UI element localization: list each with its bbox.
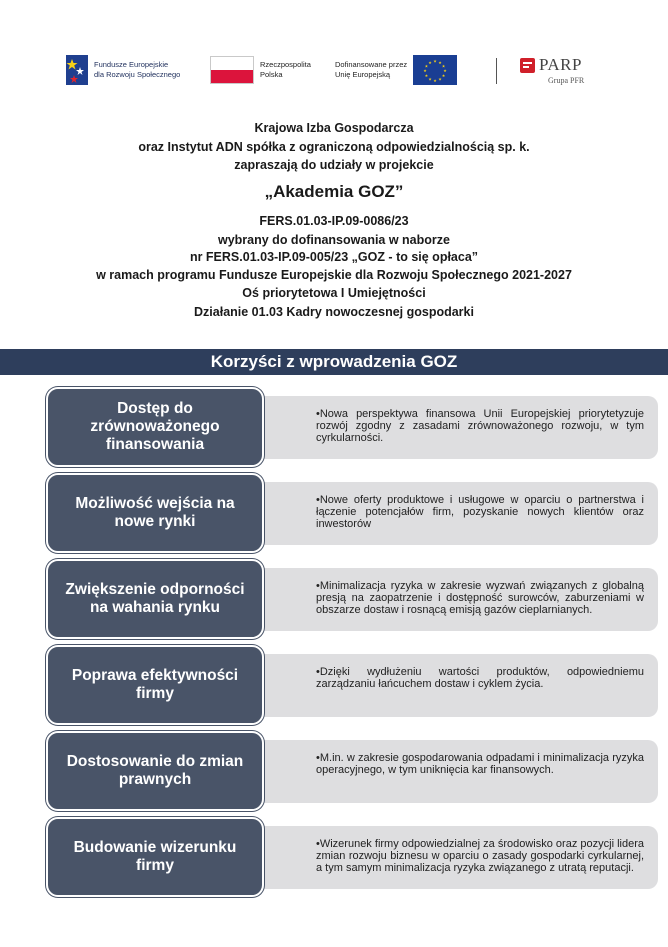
benefit-title: Zwiększenie odporności na wahania rynku <box>46 559 264 639</box>
svg-text:★: ★ <box>428 59 432 65</box>
svg-text:★: ★ <box>441 73 446 78</box>
logo-bar <box>0 50 668 90</box>
svg-text:★: ★ <box>438 76 442 82</box>
header-line-5: FERS.01.03-IP.09-0086/23 <box>259 214 409 228</box>
svg-text:★: ★ <box>424 73 429 78</box>
eu-flag-icon <box>413 55 457 85</box>
rp-line1: Rzeczpospolita <box>260 60 311 69</box>
svg-text:★: ★ <box>424 63 429 69</box>
header-line-2: oraz Instytut ADN spółka z ograniczoną odpowiedzialnością sp. k. <box>138 140 530 154</box>
header-line-7: nr FERS.01.03-IP.09-005/23 „GOZ - to się opłaca” <box>189 250 479 264</box>
benefit-title: Poprawa efektywności firmy <box>46 645 264 725</box>
parp-mark-icon <box>520 58 535 73</box>
svg-text:★: ★ <box>433 58 437 64</box>
benefit-title: Dostosowanie do zmian prawnych <box>46 731 264 811</box>
benefit-row <box>46 817 658 897</box>
benefit-title: Budowanie wizerunku firmy <box>46 817 264 897</box>
section-title: Korzyści z wprowadzenia GOZ <box>0 349 668 375</box>
fe-line2: dla Rozwoju Społecznego <box>94 70 181 79</box>
benefit-description: •M.in. w zakresie gospodarowania odpadami i minimalizacja ryzyka operacyjnego, w tym uniknięcia kar finansowych. <box>246 740 658 803</box>
logo-divider <box>496 58 497 84</box>
svg-text:★: ★ <box>441 63 446 69</box>
fe-star-icon <box>66 53 88 87</box>
header-line-9: Oś priorytetowa I Umiejętności <box>242 286 426 300</box>
benefit-row <box>46 731 658 811</box>
benefit-description: •Dzięki wydłużeniu wartości produktów, odpowiedniemu zarządzaniu łańcuchem dostaw i cyklem życia. <box>246 654 658 717</box>
benefit-title: Dostęp do zrównoważonego finansowania <box>46 387 264 467</box>
eu-line2: Unię Europejską <box>335 70 391 79</box>
fe-line1: Fundusze Europejskie <box>94 60 169 69</box>
benefit-row <box>46 473 658 553</box>
benefit-title: Możliwość wejścia na nowe rynki <box>46 473 264 553</box>
header-line-10: Działanie 01.03 Kadry nowoczesnej gospodarki <box>194 305 474 319</box>
benefit-description: •Nowe oferty produktowe i usługowe w oparciu o partnerstwa i łączenie potencjałów firm, pozyskanie nowych klientów oraz inwestorów <box>246 482 658 545</box>
benefit-description: •Wizerunek firmy odpowiedzialnej za środowisko oraz pozycji lidera zmian rozwoju biznesu w oparciu o zasady gospodarki cyrkularnej, a tym samym minimalizacja ryzyka związanego z utratą reputacji. <box>246 826 658 889</box>
benefit-description: •Nowa perspektywa finansowa Unii Europejskiej priorytetyzuje rozwój zgodny z zasadami zrównoważonego rozwoju, w tym cyrkularności. <box>246 396 658 459</box>
svg-text:★: ★ <box>428 76 432 82</box>
benefit-row <box>46 559 658 639</box>
svg-text:★: ★ <box>423 68 427 74</box>
header-line-3: zapraszają do udziały w projekcie <box>234 158 434 172</box>
svg-text:★: ★ <box>443 68 447 74</box>
parp-sub: Grupa PFR <box>548 76 585 85</box>
benefit-description: •Minimalizacja ryzyka w zakresie wyzwań związanych z globalną presją na zaopatrzenie i dostępność surowców, zaburzeniami w obszarze dostaw i rosnącą emisją gazów cieplarnianych. <box>246 568 658 631</box>
benefit-row <box>46 387 658 467</box>
rp-line2: Polska <box>260 70 283 79</box>
fe-logo <box>66 50 180 90</box>
header-line-8: w ramach programu Fundusze Europejskie dla Rozwoju Społecznego 2021-2027 <box>96 268 572 282</box>
project-title: „Akademia GOZ” <box>264 182 404 201</box>
eu-line1: Dofinansowane przez <box>335 60 408 69</box>
parp-logo <box>520 46 584 94</box>
rp-logo <box>210 50 311 90</box>
header-line-1: Krajowa Izba Gospodarcza <box>254 121 414 135</box>
eu-logo <box>335 50 457 90</box>
header-line-6: wybrany do dofinansowania w naborze <box>218 233 450 247</box>
svg-text:★: ★ <box>438 59 442 65</box>
parp-name: PARP <box>539 55 582 74</box>
benefit-row <box>46 645 658 725</box>
svg-text:★: ★ <box>433 78 437 83</box>
poland-flag-icon <box>210 56 254 84</box>
